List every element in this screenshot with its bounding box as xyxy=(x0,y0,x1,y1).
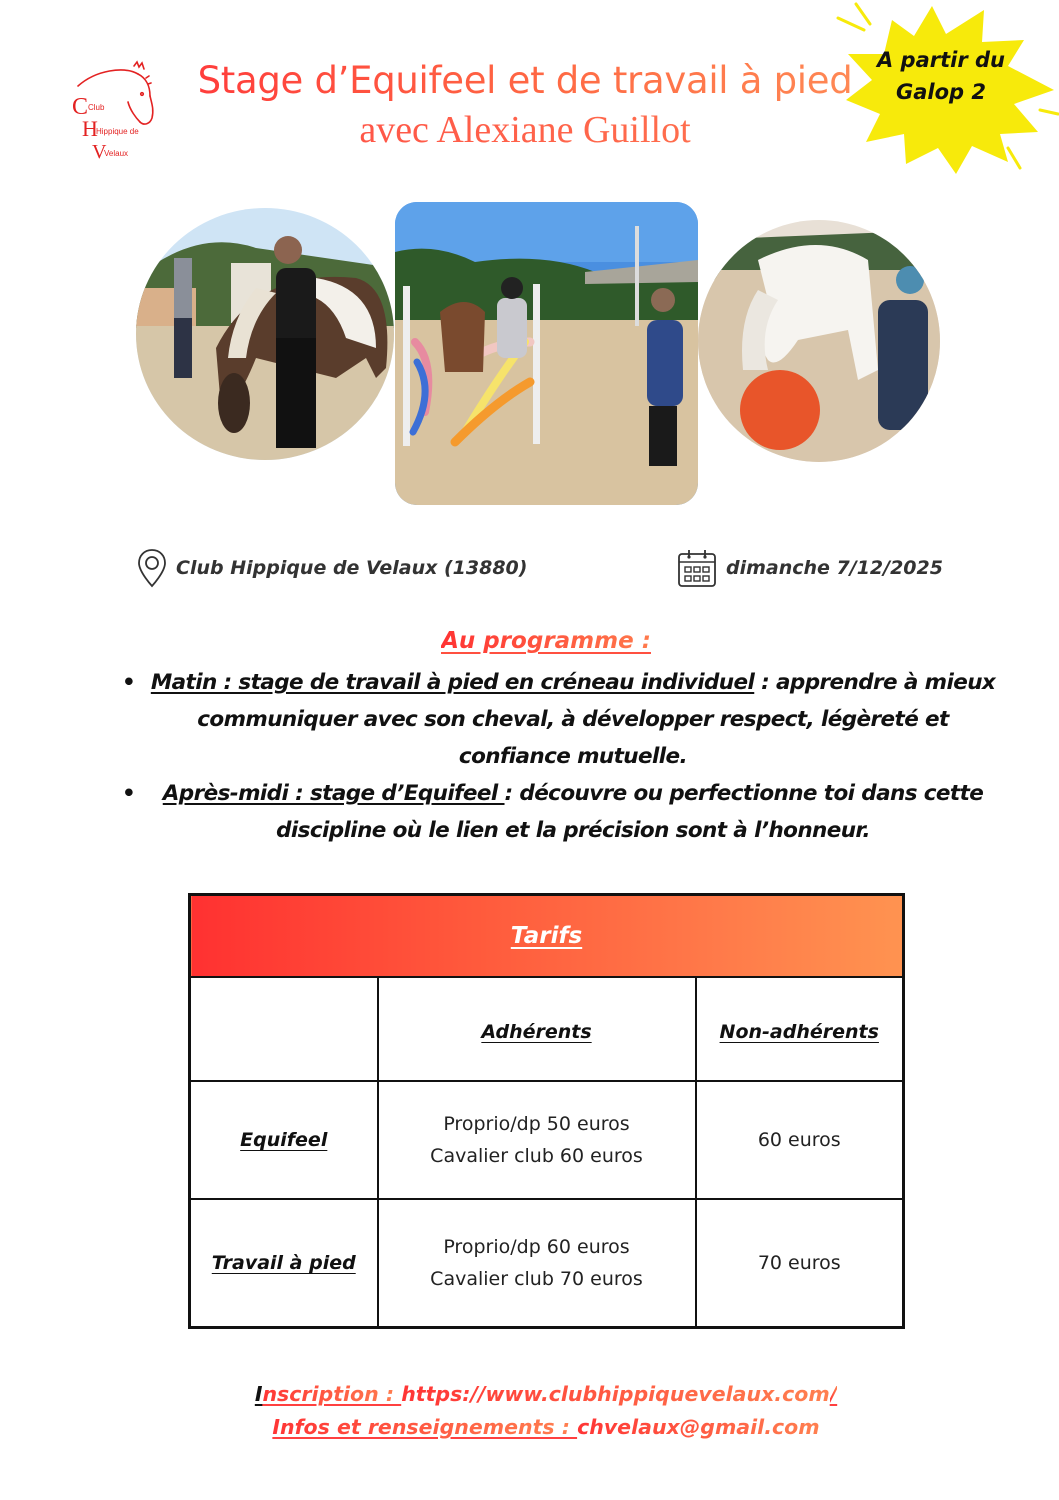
programme-title: Au programme : xyxy=(441,628,651,654)
bullet-icon: • xyxy=(122,670,136,695)
pricing-header-row xyxy=(190,977,904,1081)
calendar-icon xyxy=(676,548,718,588)
contact-email-link[interactable]: chvelaux@gmail.com xyxy=(577,1415,820,1439)
table-row xyxy=(190,1081,904,1199)
programme-item-text: : apprendre à mieux communiquer avec son cheval, à développer respect, légèreté et confiance mutuelle. xyxy=(197,670,996,769)
title-subtitle: avec Alexiane Guillot xyxy=(180,106,870,154)
photo-horse-with-pool-noodle-obstacle xyxy=(395,202,698,505)
svg-text:Club: Club xyxy=(88,103,105,112)
table-row xyxy=(190,1199,904,1328)
programme-item-text: : découvre ou perfectionne toi dans cette discipline où le lien et la précision sont à l’honneur. xyxy=(276,781,984,843)
photo-woman-leading-pinto-horse xyxy=(136,208,394,460)
row-label-travail-a-pied: Travail à pied xyxy=(190,1199,378,1328)
programme-item-lead: Après-midi : stage d’Equifeel xyxy=(162,781,505,806)
horse-head-logo-icon xyxy=(66,56,166,166)
pricing-table xyxy=(188,893,905,1329)
level-badge xyxy=(832,0,1059,180)
row-label-equifeel: Equifeel xyxy=(190,1081,378,1199)
empty-header-cell xyxy=(190,977,378,1081)
event-date xyxy=(676,548,943,588)
price-non-adherents: 70 euros xyxy=(696,1199,904,1328)
price-non-adherents: 60 euros xyxy=(696,1081,904,1199)
club-logo xyxy=(66,56,166,166)
programme-item-apres-midi xyxy=(118,775,998,849)
title-main: Stage d’Equifeel et de travail à pied xyxy=(180,58,870,104)
inscription-line: Inscription : https://www.clubhippiquevelaux.com/ xyxy=(254,1382,838,1406)
date-text: dimanche 7/12/2025 xyxy=(726,557,943,579)
inscription-link[interactable]: https://www.clubhippiquevelaux.com xyxy=(401,1382,830,1406)
svg-text:C: C xyxy=(72,94,89,120)
footer-contact xyxy=(0,1378,1059,1444)
photo-white-horse-with-orange-ball xyxy=(698,220,940,462)
column-header-adherents: Adhérents xyxy=(378,977,696,1081)
infos-label: Infos et renseignements : xyxy=(272,1415,578,1439)
svg-text:H: H xyxy=(82,116,98,141)
svg-text:Velaux: Velaux xyxy=(104,149,129,158)
infos-line xyxy=(0,1411,1059,1444)
bullet-icon: • xyxy=(122,781,136,806)
event-location xyxy=(136,548,527,588)
svg-text:Hippique de: Hippique de xyxy=(96,127,139,136)
badge-text: A partir du Galop 2 xyxy=(876,48,1005,104)
programme-list xyxy=(118,664,998,849)
inscription-label: nscription : xyxy=(262,1382,402,1406)
column-header-non-adherents: Non-adhérents xyxy=(696,977,904,1081)
map-pin-icon xyxy=(136,548,168,588)
svg-text:V: V xyxy=(92,141,107,163)
price-adherents: Proprio/dp 50 euros Cavalier club 60 euros xyxy=(378,1081,696,1199)
price-adherents: Proprio/dp 60 euros Cavalier club 70 euros xyxy=(378,1199,696,1328)
page-title xyxy=(180,58,870,154)
programme-item-matin xyxy=(118,664,998,775)
pricing-table-title: Tarifs xyxy=(190,895,904,977)
location-text: Club Hippique de Velaux (13880) xyxy=(176,557,528,579)
programme-item-lead: Matin : stage de travail à pied en créneau individuel xyxy=(150,670,755,695)
